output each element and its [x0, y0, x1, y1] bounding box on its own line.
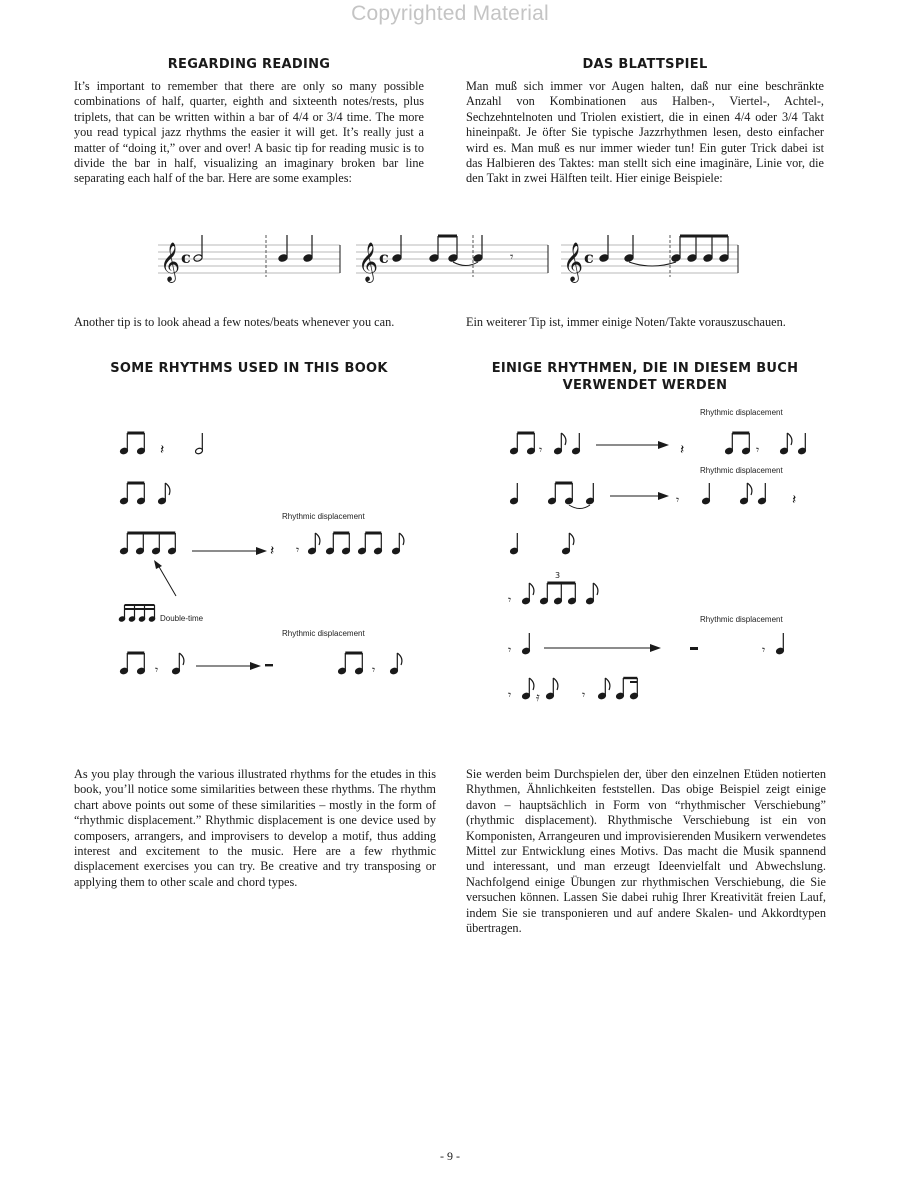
rhythm-row-4	[508, 571, 598, 607]
rhythm-row-5	[508, 633, 784, 657]
time-signature: c	[379, 248, 389, 267]
right-heading: DAS BLATTSPIEL	[582, 57, 708, 72]
eighth-rest-icon: 𝄾	[508, 593, 512, 607]
rhythm-row-2	[120, 483, 170, 505]
right-outro-paragraph: Sie werden beim Durchspielen der, über den einzelnen Etüden notierten Rhythmen, Ähnlichkeiten feststellen. Das obige Beispiel zeigt einige davon – hauptsächlich in Form von “rhythmischer Verschiebung” (rhythmic displacement). Rhythmische Verschiebung ist ein von Komponisten, Arrangeuren und improvisierenden Musikern verwendetes Mittel zur Entwicklung eines Motivs. Das macht die Musik spannend und interessant, und man erzeugt Ideenvielfalt und Abwechslung. Nachfolgend einige Übungen zur rhythmischen Verschiebung, die Sie versuchen können. Lassen Sie dabei ruhig Ihrer Kreativität freien Lauf, indem Sie sie transponieren und auf andere Skalen- und Akkordtypen übertragen.	[466, 767, 826, 936]
eighth-rest-icon: 𝄾	[762, 643, 766, 657]
page-number: - 9 -	[440, 1149, 460, 1163]
eighth-rest-icon: 𝄾	[296, 543, 300, 557]
arrow-head	[154, 560, 162, 569]
tie	[453, 262, 478, 266]
quarter-rest-icon: 𝄽	[270, 543, 275, 559]
arrow-head	[250, 662, 261, 670]
quarter-rest-icon: 𝄽	[680, 442, 685, 458]
sixteenth-rest-icon: 𝄿	[536, 690, 540, 704]
rhythm-row-6	[508, 678, 638, 704]
left-outro-paragraph: As you play through the various illustrated rhythms for the etudes in this book, you’ll notice some similarities between these rhythms. The rhythm chart above points out some of these similarities – mostly in the form of “rhythmic displacement.” Rhythmic displacement is one device used by composers, arrangers, and improvisers to develop a motif, thus adding interest and excitement to the music. Here are a few rhythmic displacement exercises you can try. Be creative and try transposing or applying them to other scale and chord types.	[74, 767, 436, 889]
right-displacement-label-1: Rhythmic displacement	[700, 408, 783, 417]
eighth-rest-icon: 𝄾	[539, 443, 543, 457]
rhythm-row-1	[120, 433, 204, 458]
quarter-rest-icon: 𝄽	[792, 492, 797, 508]
left-rhythms-heading: SOME RHYTHMS USED IN THIS BOOK	[110, 361, 388, 376]
right-rhythm-chart	[500, 420, 820, 720]
rhythm-row-2	[510, 483, 797, 509]
triplet-mark: 3	[555, 571, 561, 580]
right-displacement-label-3: Rhythmic displacement	[700, 615, 783, 624]
time-signature: c	[181, 248, 191, 267]
tie	[629, 262, 676, 266]
rhythm-row-1	[510, 433, 807, 458]
eighth-rest-icon: 𝄾	[155, 663, 159, 677]
right-intro-paragraph: Man muß sich immer vor Augen halten, daß nur eine beschränkte Anzahl von Kombinationen aus Halben-, Viertel-, Achtel-, Sechzehntelnoten und Triolen existiert, die in einen 4/4 oder 3/4 Takt hineinpaßt. Je öfter Sie typische Jazzrhythmen lesen, desto einfacher wird es. Man muß es nur immer wieder tun! Ein guter Trick dabei ist das Halbieren des Taktes: man stellt sich eine imaginäre, Linie vor, die den Takt in zwei Hälften teilt. Hier einige Beispiele:	[466, 79, 824, 186]
example-3-notes	[599, 235, 729, 266]
double-time-label: Double-time	[160, 614, 204, 623]
example-1-notes	[193, 235, 313, 262]
left-displacement-label-2: Rhythmic displacement	[282, 629, 365, 638]
half-rest-icon	[265, 664, 273, 666]
right-rhythms-heading-line1: EINIGE RHYTHMEN, DIE IN DIESEM BUCH	[491, 361, 799, 376]
eighth-rest-icon: 𝄾	[756, 443, 760, 457]
rhythm-row-4	[120, 653, 402, 677]
left-heading: REGARDING READING	[167, 57, 331, 72]
rhythm-row-3	[120, 533, 404, 559]
left-tip: Another tip is to look ahead a few notes/beats whenever you can.	[74, 315, 395, 329]
left-intro-paragraph: It’s important to remember that there are only so many possible combinations of half, quarter, eighth and sixteenth notes/rests, plus triplets, that can be written within a bar of 4/4 or 3/4 time. The more you read typical jazz rhythms the easier it will get. It’s really just a matter of “doing it,” over and over! A basic tip for reading music is to divide the bar in half, visualizing an imaginary broken bar line separating each half of the bar. Here are some examples:	[74, 79, 424, 186]
treble-clef-icon: 𝄞	[160, 242, 181, 282]
right-rhythms-heading-line2: VERWENDET WERDEN	[562, 378, 728, 393]
left-displacement-label-1: Rhythmic displacement	[282, 512, 365, 521]
treble-clef-icon: 𝄞	[358, 242, 379, 282]
eighth-rest-icon: 𝄾	[676, 493, 680, 507]
right-displacement-label-2: Rhythmic displacement	[700, 466, 783, 475]
imaginary-barlines	[266, 235, 670, 277]
left-rhythm-chart	[110, 420, 440, 720]
bar-division-staff	[0, 215, 900, 295]
eighth-rest-icon: 𝄾	[508, 643, 512, 657]
eighth-rest-icon: 𝄾	[508, 688, 512, 702]
arrow-head	[256, 547, 267, 555]
copyright-watermark: Copyrighted Material	[351, 2, 549, 25]
double-time-group	[119, 560, 176, 622]
rhythm-row-3	[510, 533, 574, 555]
eighth-rest-icon: 𝄾	[582, 688, 586, 702]
eighth-rest-icon: 𝄾	[510, 250, 514, 265]
time-signature: c	[584, 248, 594, 267]
half-rest-icon	[690, 647, 698, 650]
right-tip: Ein weiterer Tip ist, immer einige Noten/Takte vorauszuschauen.	[466, 315, 786, 329]
example-2-notes	[392, 235, 514, 266]
staff-lines	[158, 245, 738, 273]
treble-clef-icon: 𝄞	[563, 242, 584, 282]
eighth-rest-icon: 𝄾	[372, 663, 376, 677]
quarter-rest-icon: 𝄽	[160, 442, 165, 458]
